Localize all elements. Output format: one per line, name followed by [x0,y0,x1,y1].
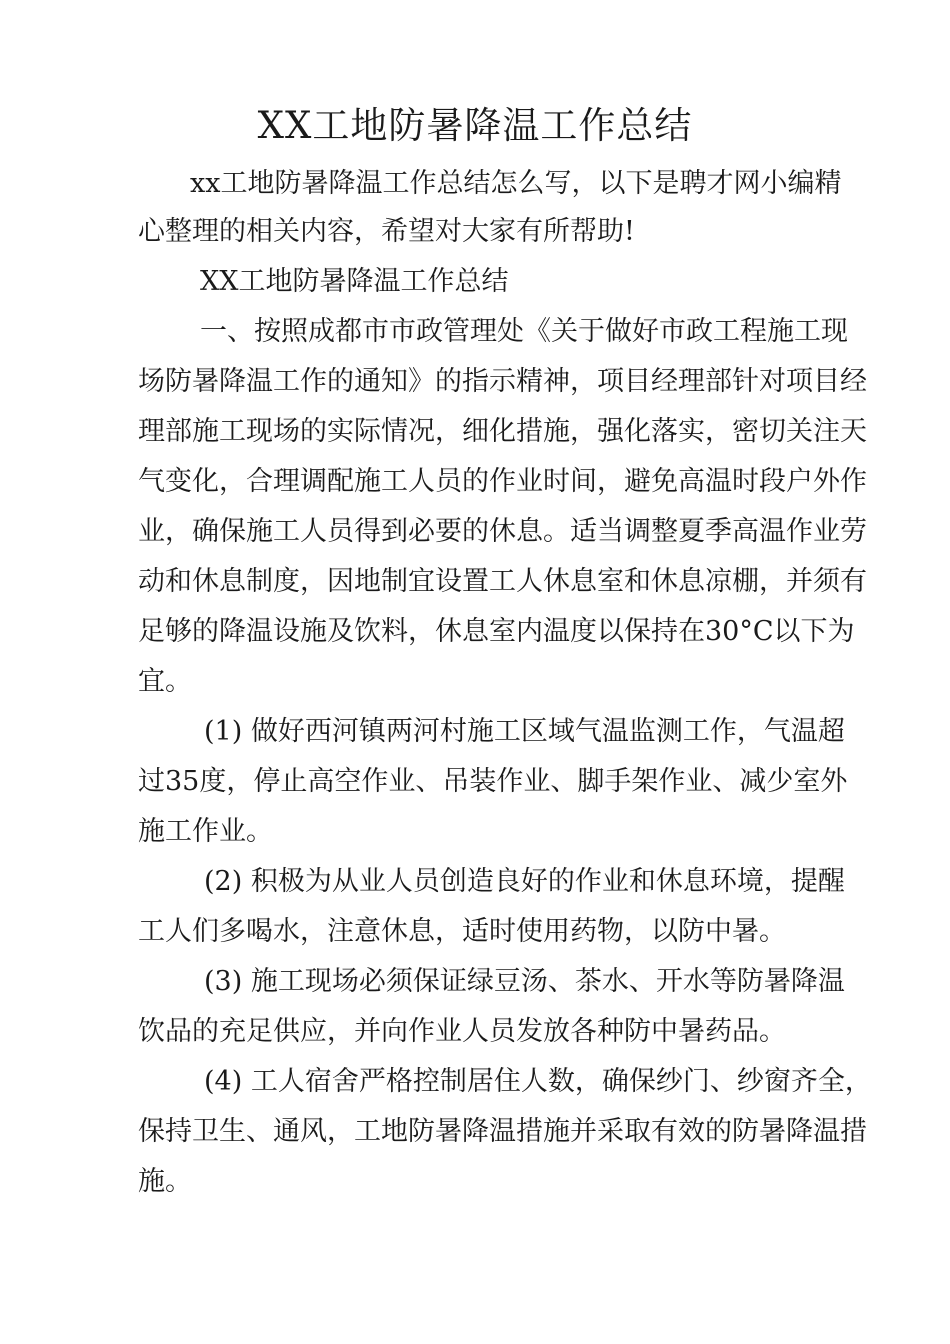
item-1-line-2: 过35度，停止高空作业、吊装作业、脚手架作业、减少室外 [138,766,848,797]
item-3-line-1: (3) 施工现场必须保证绿豆汤、茶水、开水等防暑降温 [204,966,845,997]
item-2-line-2: 工人们多喝水，注意休息，适时使用药物，以防中暑。 [138,916,786,947]
paragraph-1-line-6: 动和休息制度，因地制宜设置工人休息室和休息凉棚，并须有 [138,566,867,597]
item-1-line-1: (1) 做好西河镇两河村施工区域气温监测工作，气温超 [204,716,845,747]
item-3-line-2: 饮品的充足供应，并向作业人员发放各种防中暑药品。 [138,1016,786,1047]
document-title: XX工地防暑降温工作总结 [257,104,693,147]
paragraph-1-line-4: 气变化，合理调配施工人员的作业时间，避免高温时段户外作 [138,466,867,497]
item-4-line-1: (4) 工人宿舍严格控制居住人数，确保纱门、纱窗齐全， [204,1066,872,1097]
paragraph-1-line-2: 场防暑降温工作的通知》的指示精神，项目经理部针对项目经 [138,366,867,397]
intro-line-1: xx工地防暑降温工作总结怎么写，以下是聘才网小编精 [190,168,842,199]
item-4-line-3: 施。 [138,1166,192,1197]
paragraph-1-line-7: 足够的降温设施及饮料，休息室内温度以保持在30°C以下为 [138,616,855,647]
paragraph-1-line-8: 宜。 [138,666,192,697]
item-2-line-1: (2) 积极为从业人员创造良好的作业和休息环境，提醒 [204,866,845,897]
paragraph-1-line-5: 业，确保施工人员得到必要的休息。适当调整夏季高温作业劳 [138,516,867,547]
intro-line-2: 心整理的相关内容，希望对大家有所帮助! [138,216,635,247]
item-1-line-3: 施工作业。 [138,816,273,847]
item-4-line-2: 保持卫生、通风，工地防暑降温措施并采取有效的防暑降温措 [138,1116,867,1147]
paragraph-1-line-1: 一、按照成都市市政管理处《关于做好市政工程施工现 [200,316,848,347]
paragraph-1-line-3: 理部施工现场的实际情况，细化措施，强化落实，密切关注天 [138,416,867,447]
section-heading: XX工地防暑降温工作总结 [200,266,509,297]
